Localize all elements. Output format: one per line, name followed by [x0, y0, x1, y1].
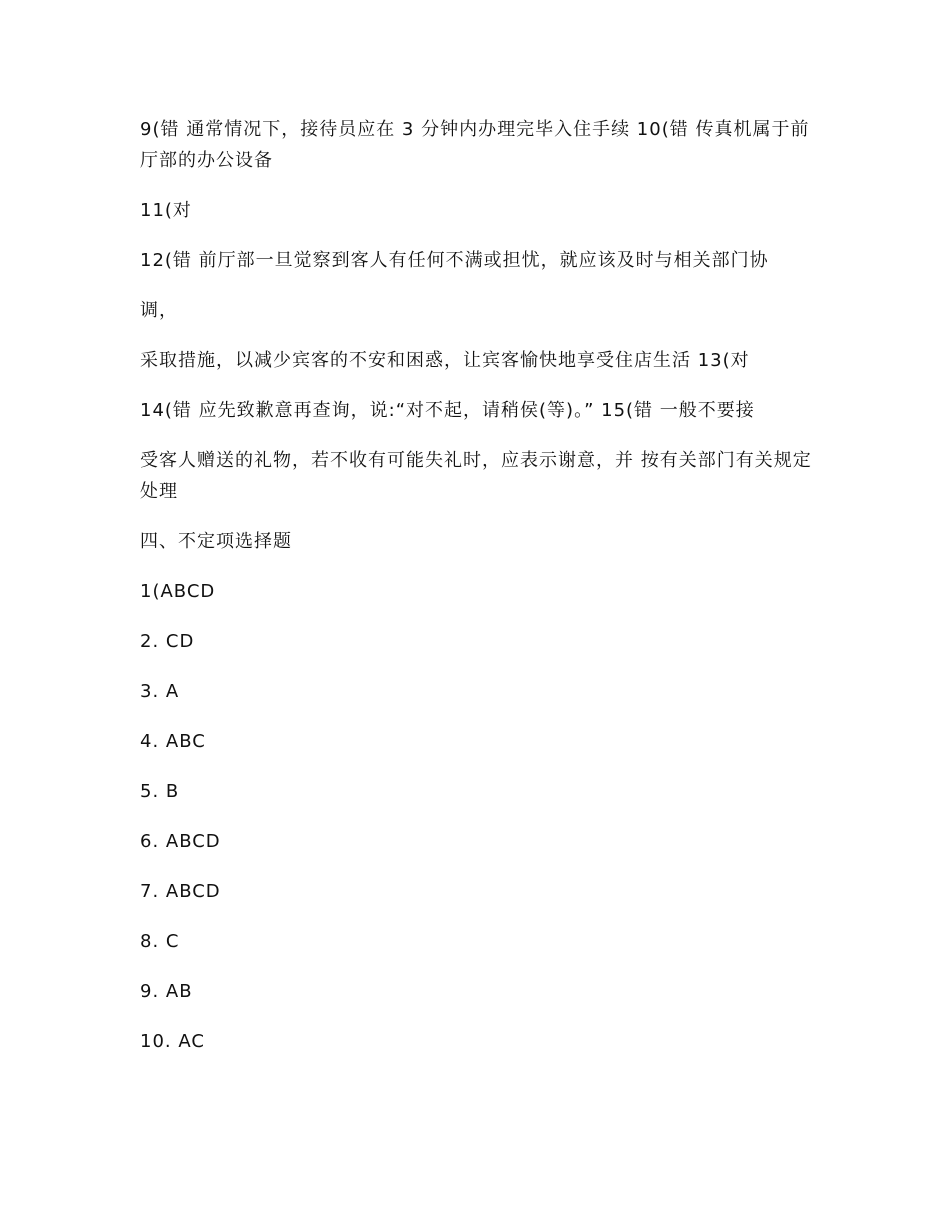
choice-answer-3: 3. A — [140, 681, 180, 702]
answer-paragraph-12: 12(错 前厅部一旦觉察到客人有任何不满或担忧，就应该及时与相关部门协 — [140, 250, 769, 271]
choice-answer-1: 1(ABCD — [140, 581, 216, 602]
choice-answer-9: 9. AB — [140, 981, 193, 1002]
choice-answer-8: 8. C — [140, 931, 180, 952]
choice-answer-2: 2. CD — [140, 631, 195, 652]
answer-paragraph-14-15: 14(错 应先致歉意再查询，说:“对不起，请稍侯(等)。” 15(错 一般不要接 — [140, 400, 755, 421]
answer-paragraph-9-10: 9(错 通常情况下，接待员应在 3 分钟内办理完毕入住手续 10(错 传真机属于前厅部的办公设备 — [140, 119, 810, 171]
section-heading: 四、不定项选择题 — [140, 531, 292, 552]
choice-answer-4: 4. ABC — [140, 731, 206, 752]
answer-paragraph-11: 11(对 — [140, 200, 192, 221]
choice-answer-7: 7. ABCD — [140, 881, 221, 902]
answer-paragraph-15-cont: 受客人赠送的礼物，若不收有可能失礼时，应表示谢意，并 按有关部门有关规定处理 — [140, 450, 812, 502]
choice-answer-6: 6. ABCD — [140, 831, 221, 852]
choice-answer-5: 5. B — [140, 781, 180, 802]
document-body — [140, 114, 812, 1057]
answer-paragraph-12-cont: 调， — [140, 300, 178, 321]
answer-paragraph-12-13: 采取措施，以减少宾客的不安和困惑，让宾客愉快地享受住店生活 13(对 — [140, 350, 750, 371]
choice-answer-10: 10. AC — [140, 1031, 205, 1052]
